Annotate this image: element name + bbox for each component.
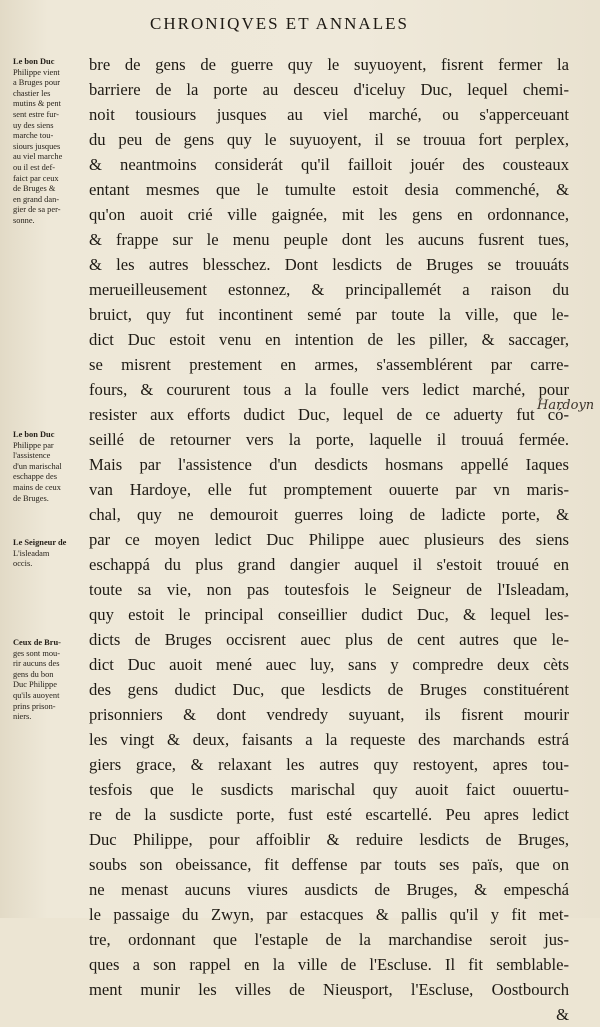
text-line: dict Duc auoit mené auec luy, sans y compredre deux cèts <box>89 655 569 674</box>
side-note-line: prins prison- <box>13 701 56 711</box>
side-note-line: de Bruges & <box>13 184 56 194</box>
side-note-line: eschappe des <box>13 472 57 482</box>
side-note-line: Philippe par <box>13 440 54 450</box>
side-note-line: Le bon Duc <box>13 430 55 439</box>
side-note-line: mutins & pent <box>13 99 61 109</box>
text-line: prisonniers & dont vendredy suyuant, ils fisrent mourir <box>89 705 569 724</box>
text-line: toute sa vie, non pas toutesfois le Seigneur de l'Isleadam, <box>89 580 569 599</box>
text-line: Duc Philippe, pour affoiblir & reduire lesdicts de Bruges, <box>89 830 569 849</box>
side-note-line: ou il est def- <box>13 162 56 172</box>
side-note-line: uy des siens <box>13 120 54 130</box>
text-line: resister aux efforts dudict Duc, lequel de ce aduerty fut có- <box>89 405 569 424</box>
side-note-3 <box>13 538 87 570</box>
side-note-line: niers. <box>13 712 32 722</box>
body-text <box>89 52 569 1027</box>
side-note-line: d'un marischal <box>13 461 62 471</box>
side-note-line: qu'ils auoyent <box>13 690 60 700</box>
running-head: CHRONIQVES ET ANNALES <box>150 14 409 33</box>
text-line: barriere de la porte au desceu d'iceluy Duc, lequel chemi- <box>89 80 569 99</box>
text-line: les vingt & deux, faisants a la requeste des marchands estrá <box>89 730 569 749</box>
side-note-line: occis. <box>13 559 33 569</box>
side-note-line: de Bruges. <box>13 493 49 503</box>
side-note-line: marche tou- <box>13 131 54 141</box>
text-line: chal, quy ne demouroit guerres loing de ladicte porte, & <box>89 505 569 524</box>
text-line: par ce moyen ledict Duc Philippe auec plusieurs des siens <box>89 530 569 549</box>
side-note-line: gens du bon <box>13 669 54 679</box>
side-note-line: l'assistence <box>13 451 51 461</box>
text-line: re de la susdicte porte, fust esté escartellé. Peu apres ledict <box>89 805 569 824</box>
side-note-line: mains de ceux <box>13 482 61 492</box>
text-line: & les autres blesschez. Dont lesdicts de Bruges se trouuáts <box>89 255 569 274</box>
text-line: fours, & coururent tous a la foulle vers ledict marché, pour <box>89 380 569 399</box>
text-line: quy estoit le principal conseillier dudict Duc, & lequel les- <box>89 605 569 624</box>
side-note-line: gier de sa per- <box>13 205 61 215</box>
side-note-line: au viel marche <box>13 152 63 162</box>
side-note-4 <box>13 638 87 723</box>
side-note-1 <box>13 57 87 227</box>
text-line: & frappe sur le menu peuple dont les aucuns fusrent tues, <box>89 230 569 249</box>
text-line: ques a son rappel en la ville de l'Escluse. Il fit semblable- <box>89 955 569 974</box>
text-line: eschappá du plus grand dangier auquel il s'estoit trouué en <box>89 555 569 574</box>
side-note-line: Duc Philippe <box>13 680 57 690</box>
text-line: giers grace, & relaxant les autres quy restoyent, apres tou- <box>89 755 569 774</box>
text-line: ne menast aucuns viures ausdicts de Bruges, & empeschá <box>89 880 569 899</box>
text-line: bruict, quy fut incontinent semé par toute la ville, que le- <box>89 305 569 324</box>
text-line: le passaige du Zwyn, par estacques & pallis qu'il y fit met- <box>89 905 569 924</box>
side-note-line: faict par ceux <box>13 173 59 183</box>
side-note-line: siours jusques <box>13 141 61 151</box>
text-line: se misrent prestement en armes, s'assemblérent par carre- <box>89 355 569 374</box>
side-note-line: Le Seigneur de <box>13 538 67 547</box>
text-line: seillé de retourner vers la porte, laquelle il trouuá fermée. <box>89 430 569 449</box>
text-line: noit tousiours jusques au viel marché, ou s'apperceuant <box>89 105 569 124</box>
text-line: qu'on auoit crié ville gaignée, mit les gens en ordonnance, <box>89 205 569 224</box>
side-note-line: a Bruges pour <box>13 78 60 88</box>
side-note-line: Le bon Duc <box>13 57 55 66</box>
side-note-line: rir aucuns des <box>13 659 60 669</box>
catchword: & <box>556 1005 569 1024</box>
text-line: tesfois que le susdicts marischal quy auoit faict ouuertu- <box>89 780 569 799</box>
text-line: soubs son obeissance, fit deffense par touts ses païs, que on <box>89 855 569 874</box>
text-line: & neantmoins considerát qu'il failloit jouér des cousteaux <box>89 155 569 174</box>
text-line: entant mesmes que le tumulte estoit desia commenché, & <box>89 180 569 199</box>
side-note-line: sent estre fur- <box>13 109 59 119</box>
side-note-line: ges sont mou- <box>13 648 60 658</box>
side-note-line: sonne. <box>13 215 35 225</box>
text-line: des gens dudict Duc, que lesdicts de Bruges constituérent <box>89 680 569 699</box>
side-note-line: chastier les <box>13 88 51 98</box>
side-note-line: Ceux de Bru- <box>13 638 61 647</box>
text-line: ment munir les villes de Nieusport, l'Escluse, Oostbourch <box>89 980 569 999</box>
side-note-line: Philippe vient <box>13 67 60 77</box>
text-line: Mais par l'assistence d'un desdicts hosmans appellé Iaques <box>89 455 569 474</box>
side-note-line: en grand dan- <box>13 194 60 204</box>
text-line: dict Duc estoit venu en intention de les piller, & saccager, <box>89 330 569 349</box>
handwritten-margin-note: Hardoyn <box>537 398 595 413</box>
text-line: tre, ordonnant que l'estaple de la marchandise seroit jus- <box>89 930 569 949</box>
text-line: bre de gens de guerre quy le suyuoyent, fisrent fermer la <box>89 55 569 74</box>
text-line: dicts de Bruges occisrent auec plus de cent autres que le- <box>89 630 569 649</box>
side-note-line: L'isleadam <box>13 548 50 558</box>
text-line: van Hardoye, elle fut promptement ouuerte par vn maris- <box>89 480 569 499</box>
text-line: du peu de gens quy le suyuoyent, il se trouua fort perplex, <box>89 130 569 149</box>
side-note-2 <box>13 430 87 504</box>
text-line: merueilleusement estonnez, & principallemét a raison du <box>89 280 569 299</box>
